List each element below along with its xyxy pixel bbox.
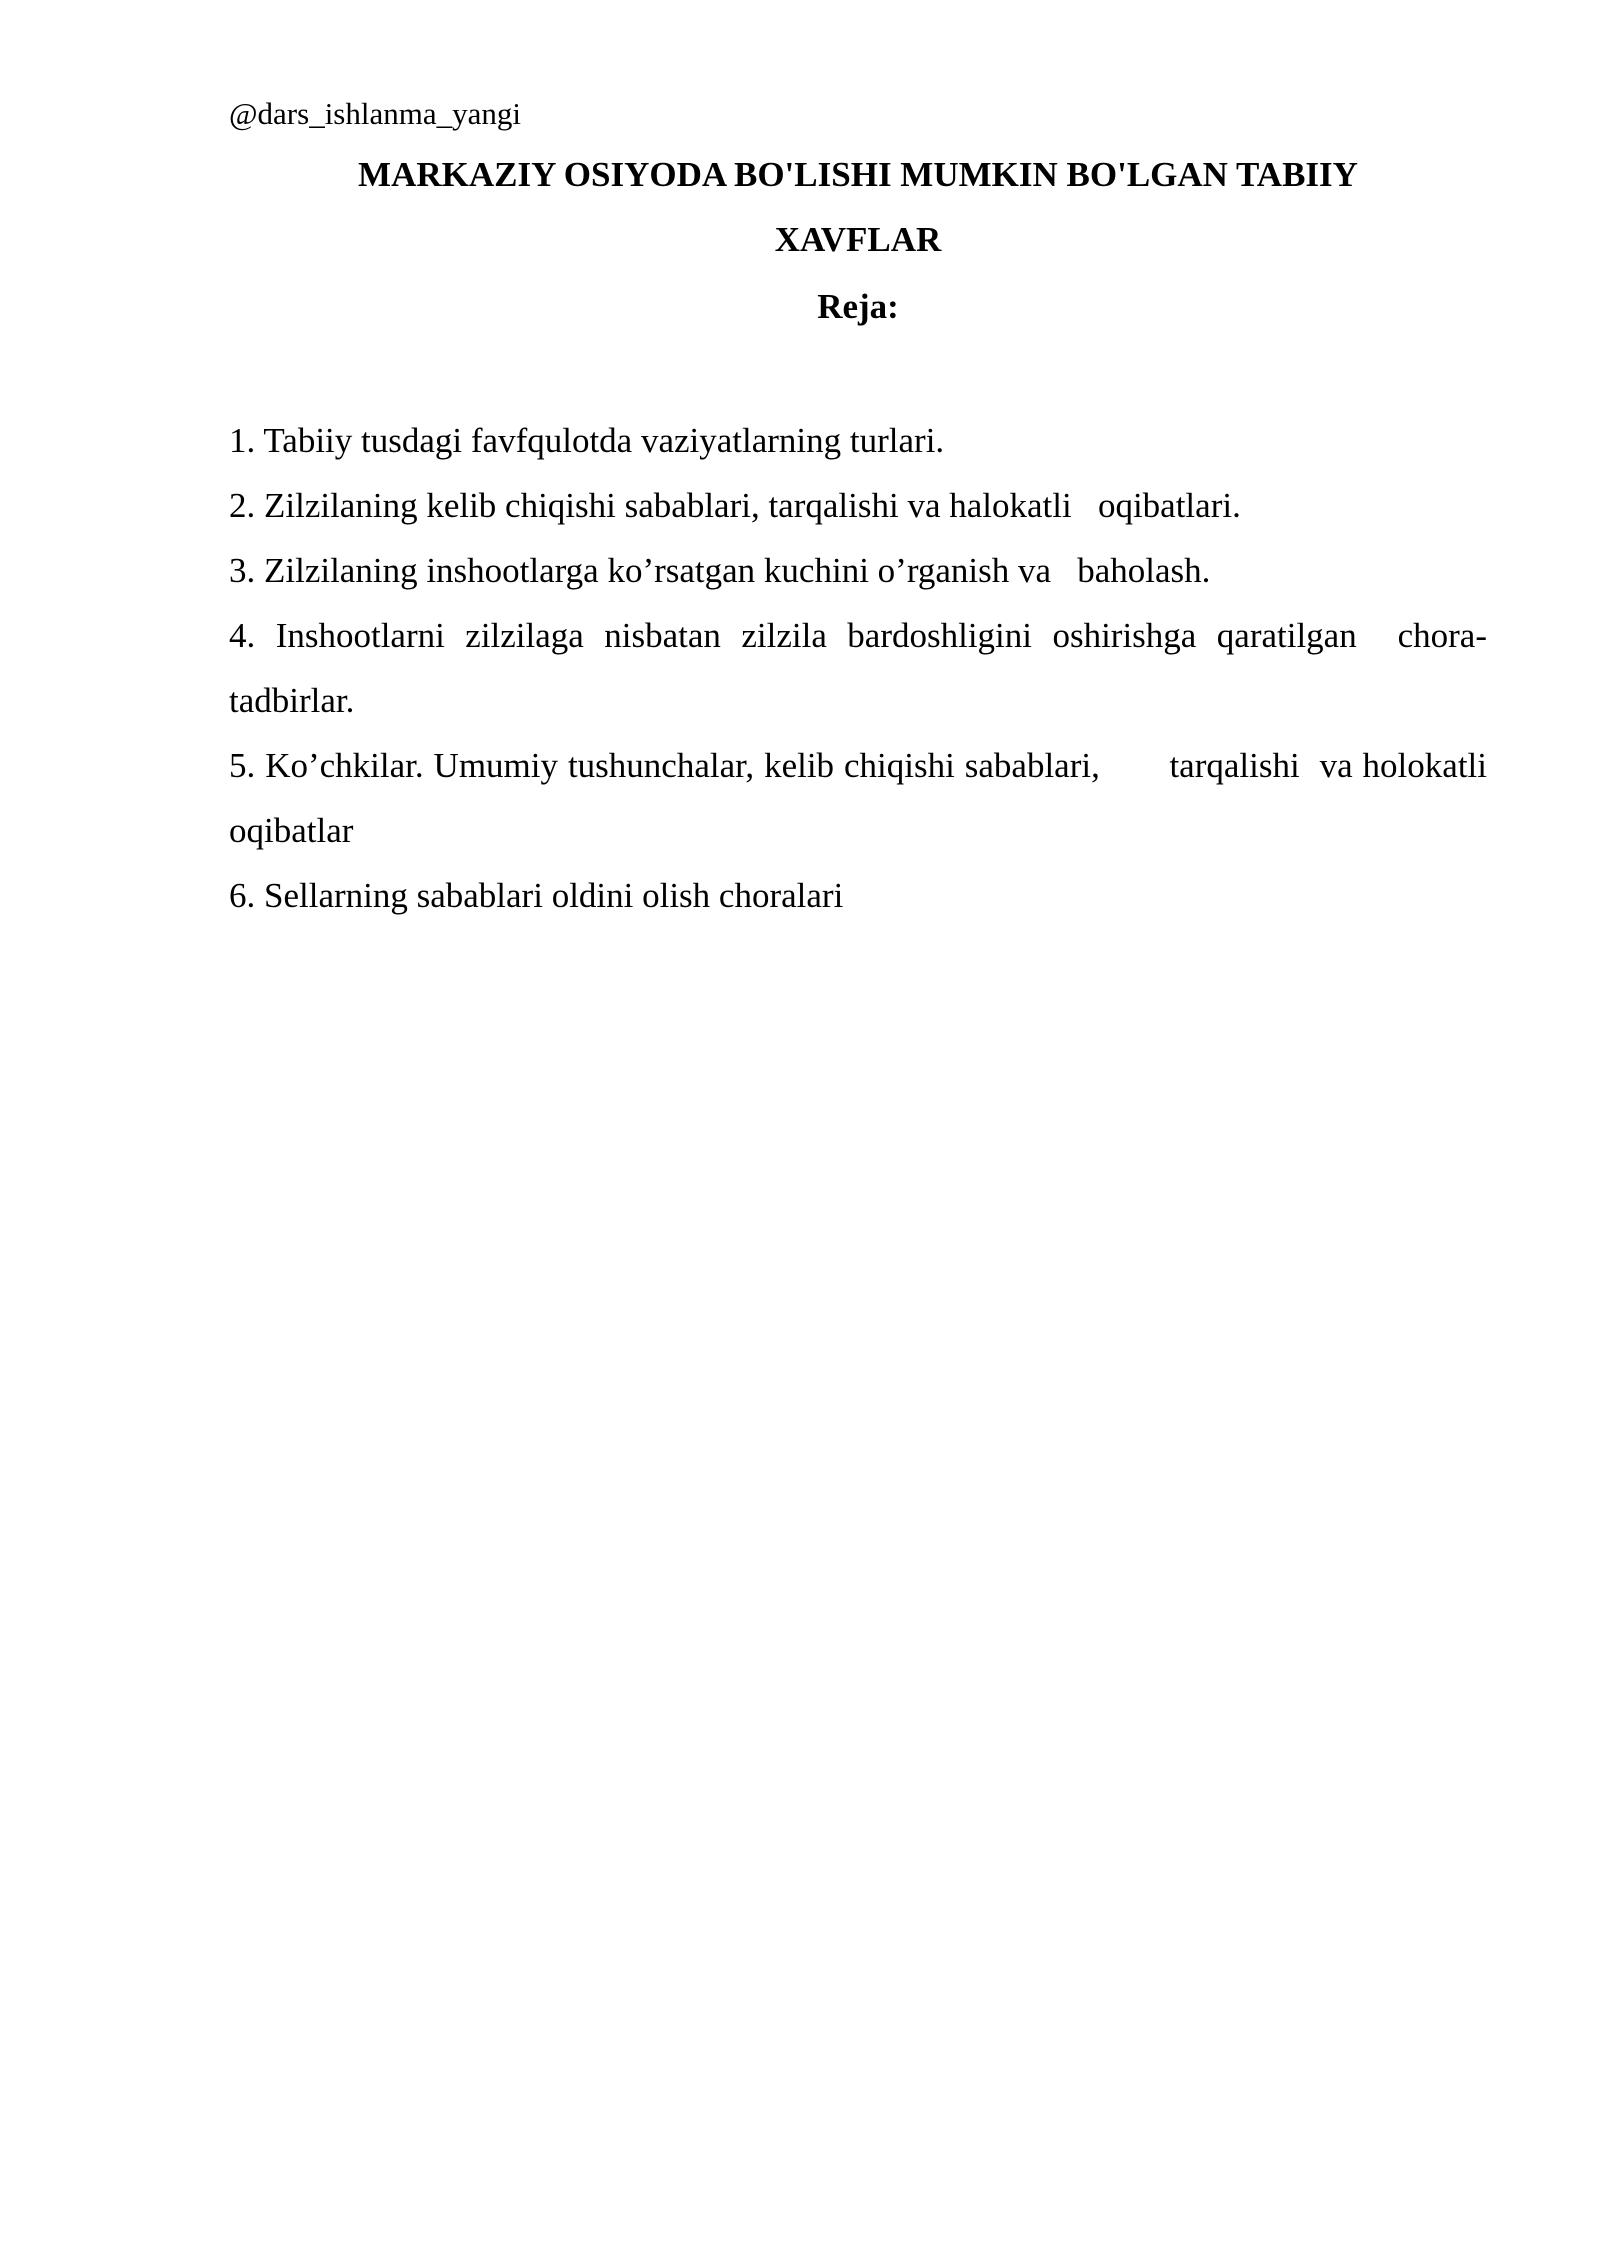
plan-item-5: 5. Ko’chkilar. Umumiy tushunchalar, kelib chiqishi sabablari, tarqalishi va holokatli oqibatlar <box>229 746 1496 850</box>
document-title-line-2: XAVFLAR <box>774 220 942 259</box>
plan-heading: Reja: <box>817 287 899 326</box>
plan-list <box>229 408 1496 928</box>
plan-item-1: 1. Tabiiy tusdagi favfqulotda vaziyatlarning turlari. <box>229 421 945 460</box>
document-title-line-1: MARKAZIY OSIYODA BO'LISHI MUMKIN BO'LGAN TABIIY <box>358 155 1358 194</box>
channel-watermark: @dars_ishlanma_yangi <box>229 96 521 131</box>
plan-item-2: 2. Zilzilaning kelib chiqishi sabablari, tarqalishi va halokatli oqibatlari. <box>229 486 1241 525</box>
plan-item-3: 3. Zilzilaning inshootlarga ko’rsatgan kuchini o’rganish va baholash. <box>229 551 1211 590</box>
plan-item-6: 6. Sellarning sabablari oldini olish choralari <box>229 876 844 915</box>
plan-item-4: 4. Inshootlarni zilzilaga nisbatan zilzila bardoshligini oshirishga qaratilgan chora-tadbirlar. <box>229 616 1487 720</box>
